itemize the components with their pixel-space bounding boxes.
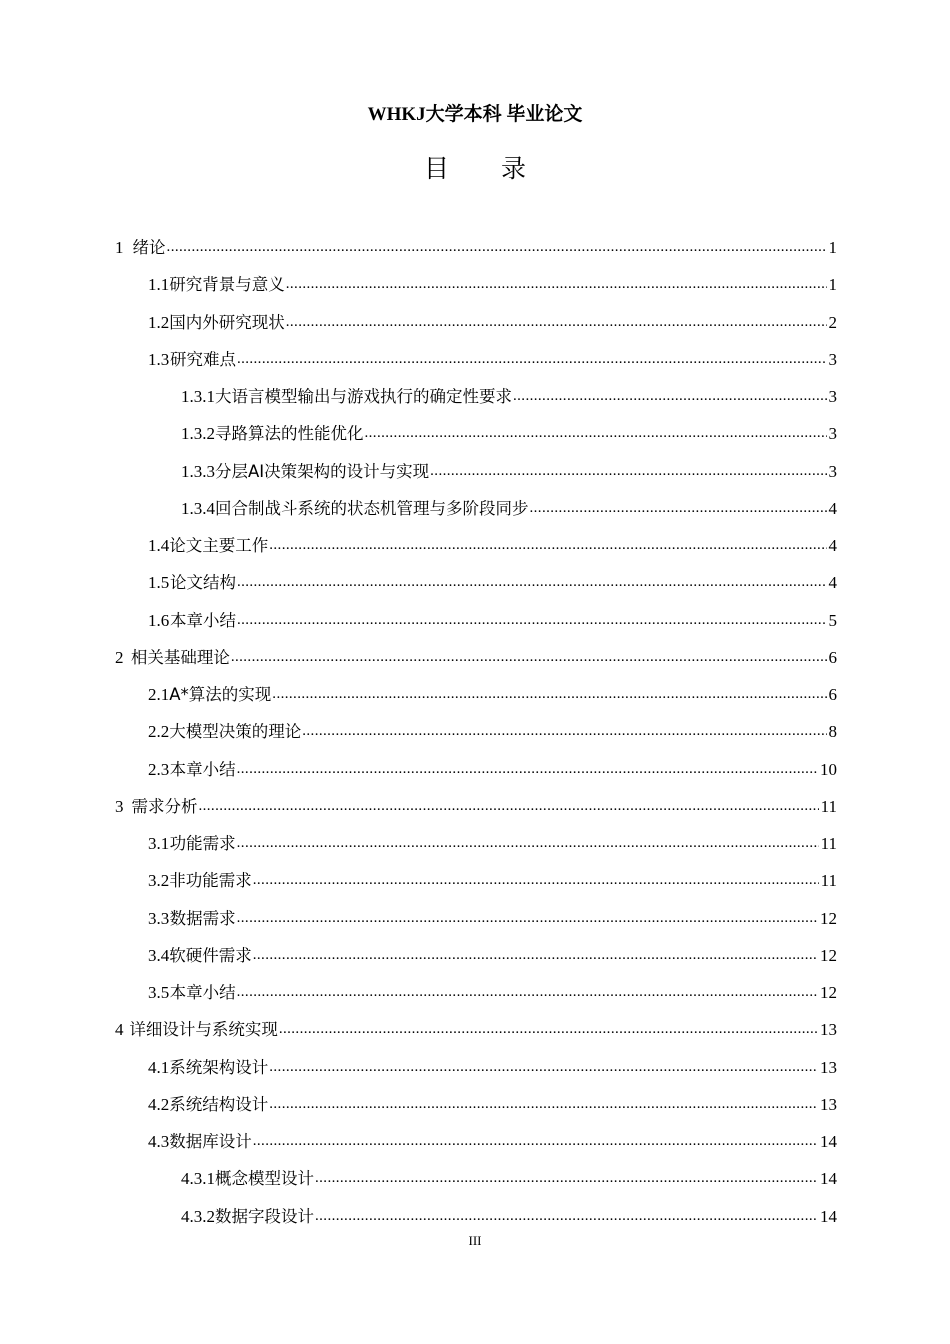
toc-leader-dots (253, 937, 818, 974)
toc-entry-number: 3.3 (148, 909, 170, 928)
toc-entry-number: 3.4 (148, 946, 170, 965)
toc-leader-dots (430, 453, 826, 490)
toc-entry[interactable] (148, 713, 837, 750)
toc-entry[interactable] (148, 564, 837, 601)
toc-entry-number: 2 (115, 648, 124, 667)
toc-entry-number: 1.5 (148, 573, 170, 592)
toc-entry-title: 论文主要工作 (169, 536, 269, 555)
toc-entry-title: 详细设计与系统实现 (129, 1020, 278, 1039)
toc-entry-page: 1 (828, 275, 837, 294)
toc-entry[interactable] (148, 900, 837, 937)
toc-entry[interactable] (115, 639, 837, 676)
toc-leader-dots (231, 639, 827, 676)
toc-entry[interactable] (181, 378, 837, 415)
toc-entry[interactable] (148, 266, 837, 303)
toc-entry-title: 数据字段设计 (215, 1207, 314, 1226)
toc-entry-title: 本章小结 (169, 983, 236, 1002)
toc-entry-page: 6 (828, 648, 837, 667)
toc-entry-page: 12 (820, 909, 837, 928)
toc-entry[interactable] (181, 453, 837, 490)
toc-title: 目 录 (424, 154, 548, 183)
toc-entry-page: 11 (820, 834, 837, 853)
toc-entry[interactable] (148, 937, 837, 974)
toc-leader-dots (530, 490, 827, 527)
toc-leader-dots (237, 564, 827, 601)
toc-leader-dots (253, 1123, 818, 1160)
toc-entry-number: 4.3 (148, 1132, 170, 1151)
toc-entry-page: 13 (820, 1095, 837, 1114)
toc-leader-dots (198, 788, 818, 825)
toc-entry-title: 需求分析 (131, 797, 198, 816)
toc-entry-title: 研究背景与意义 (169, 275, 285, 294)
toc-entry-page: 11 (820, 871, 837, 890)
toc-leader-dots (513, 378, 827, 415)
toc-entry-page: 4 (828, 536, 837, 555)
toc-entry-page: 3 (828, 350, 837, 369)
toc-entry-title: 本章小结 (169, 611, 236, 630)
toc-entry-title: 系统结构设计 (169, 1095, 269, 1114)
toc-entry[interactable] (181, 490, 837, 527)
toc-entry[interactable] (148, 602, 837, 639)
toc-entry[interactable] (148, 1086, 837, 1123)
toc-leader-dots (286, 266, 827, 303)
toc-entry-title: 非功能需求 (169, 871, 252, 890)
toc-entry-page: 13 (820, 1020, 837, 1039)
toc-entry-number: 4.3.2 (181, 1207, 215, 1226)
toc-entry-number: 1 (115, 238, 124, 257)
toc-entry-number: 1.2 (148, 313, 170, 332)
toc-entry[interactable] (181, 415, 837, 452)
toc-entry-title: 绪论 (132, 238, 166, 257)
toc-entry-page: 2 (828, 313, 837, 332)
toc-leader-dots (272, 676, 826, 713)
toc-entry-page: 3 (828, 387, 837, 406)
toc-entry-page: 8 (828, 722, 837, 741)
toc-leader-dots (315, 1160, 818, 1197)
toc-entry-page: 3 (828, 424, 837, 443)
toc-entry-page: 12 (820, 983, 837, 1002)
toc-entry[interactable] (148, 1049, 837, 1086)
toc-entry-number: 2.1 (148, 685, 170, 704)
toc-leader-dots (286, 304, 827, 341)
toc-entry[interactable] (148, 751, 837, 788)
toc-entry-title: 论文结构 (169, 573, 236, 592)
toc-entry[interactable] (148, 825, 837, 862)
toc-entry-number: 1.1 (148, 275, 170, 294)
toc-leader-dots (237, 825, 819, 862)
toc-entry-page: 10 (820, 760, 837, 779)
toc-entry[interactable] (181, 1160, 837, 1197)
toc-entry-number: 1.3.3 (181, 462, 215, 481)
toc-entry-number: 4.3.1 (181, 1169, 215, 1188)
toc-leader-dots (237, 900, 818, 937)
toc-leader-dots (269, 1049, 818, 1086)
toc-entry-number: 1.3 (148, 350, 170, 369)
toc-entry-number: 3.5 (148, 983, 170, 1002)
toc-leader-dots (365, 415, 827, 452)
toc-entry-page: 6 (828, 685, 837, 704)
toc-entry[interactable] (148, 974, 837, 1011)
toc-leader-dots (237, 751, 818, 788)
toc-entry-title: 概念模型设计 (215, 1169, 314, 1188)
toc-entry-title: 数据需求 (169, 909, 236, 928)
toc-entry-page: 14 (820, 1132, 837, 1151)
toc-entry[interactable] (181, 1198, 837, 1235)
toc-leader-dots (269, 1086, 818, 1123)
toc-entry-number: 2.3 (148, 760, 170, 779)
toc-entry-title: 研究难点 (169, 350, 236, 369)
toc-entry[interactable] (148, 862, 837, 899)
toc-entry-number: 4 (115, 1020, 124, 1039)
toc-entry[interactable] (148, 676, 837, 713)
toc-entry-page: 14 (820, 1207, 837, 1226)
toc-entry-number: 1.4 (148, 536, 170, 555)
toc-entry[interactable] (148, 341, 837, 378)
toc-entry-title: 数据库设计 (169, 1132, 252, 1151)
toc-leader-dots (279, 1011, 818, 1048)
toc-leader-dots (302, 713, 826, 750)
toc-entry-title: 寻路算法的性能优化 (215, 424, 364, 443)
toc-entry-page: 5 (828, 611, 837, 630)
toc-entry[interactable] (148, 304, 837, 341)
toc-leader-dots (167, 229, 827, 266)
toc-entry-title: 大模型决策的理论 (169, 722, 302, 741)
toc-entry-number: 4.2 (148, 1095, 170, 1114)
toc-entry-number: 1.3.1 (181, 387, 215, 406)
toc-entry-page: 4 (828, 499, 837, 518)
toc-leader-dots (237, 602, 827, 639)
toc-entry-number: 3 (115, 797, 124, 816)
toc-entry-title: 分层AI决策架构的设计与实现 (215, 462, 430, 481)
toc-entry-page: 14 (820, 1169, 837, 1188)
toc-entry-title: 相关基础理论 (130, 648, 230, 667)
toc-leader-dots (253, 862, 819, 899)
toc-entry-number: 1.6 (148, 611, 170, 630)
document-header: WHKJ大学本科 毕业论文 (367, 104, 583, 125)
toc-entry-page: 12 (820, 946, 837, 965)
toc-entry-number: 4.1 (148, 1058, 170, 1077)
toc-entry-title: 回合制战斗系统的状态机管理与多阶段同步 (215, 499, 529, 518)
toc-entry-number: 2.2 (148, 722, 170, 741)
toc-entry-page: 1 (828, 238, 837, 257)
toc-entry-title: A*算法的实现 (169, 685, 272, 704)
toc-entry-number: 1.3.4 (181, 499, 215, 518)
toc-entry-title: 国内外研究现状 (169, 313, 285, 332)
toc-entry[interactable] (115, 1011, 837, 1048)
toc-entry-title: 大语言模型输出与游戏执行的确定性要求 (215, 387, 512, 406)
toc-entry[interactable] (148, 1123, 837, 1160)
toc-entry-title: 软硬件需求 (169, 946, 252, 965)
toc-leader-dots (237, 974, 818, 1011)
toc-leader-dots (237, 341, 827, 378)
toc-entry-number: 3.2 (148, 871, 170, 890)
toc-entry-page: 11 (820, 797, 837, 816)
toc-entry-title: 系统架构设计 (169, 1058, 269, 1077)
toc-entry-page: 3 (828, 462, 837, 481)
toc-entry-title: 功能需求 (169, 834, 236, 853)
toc-entry-number: 3.1 (148, 834, 170, 853)
page-number: III (468, 1233, 482, 1248)
toc-entry-page: 4 (828, 573, 837, 592)
toc-entry-title: 本章小结 (169, 760, 236, 779)
toc-entry-page: 13 (820, 1058, 837, 1077)
toc-entry[interactable] (148, 527, 837, 564)
toc-entry-number: 1.3.2 (181, 424, 215, 443)
toc-leader-dots (315, 1198, 818, 1235)
toc-leader-dots (269, 527, 826, 564)
toc-entry[interactable] (115, 788, 837, 825)
toc-entry[interactable] (115, 229, 837, 266)
